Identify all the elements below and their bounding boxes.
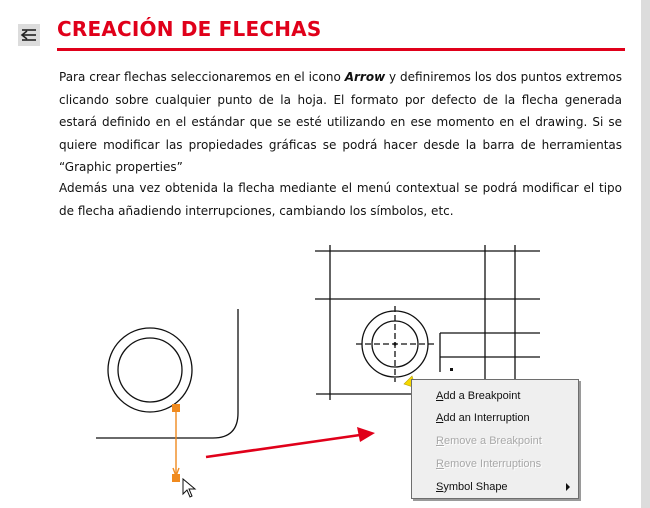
menu-item-remove-interruptions-label: emove Interruptions [443,458,542,470]
selected-point-marker [450,368,453,371]
arrow-end-handle [172,474,180,482]
page-edge [641,0,650,508]
submenu-arrow-icon [566,483,570,491]
menu-item-add-interruption-label: dd an Interruption [443,412,530,424]
orange-arrow [173,408,179,476]
arrow-command-name: Arrow [344,70,386,84]
menu-item-symbol-shape-mnemonic: S [436,481,444,493]
menu-item-remove-interruptions[interactable] [436,455,541,473]
paragraph-1-start: Para crear flechas seleccionaremos en el icono [59,70,345,84]
paragraph-1-end: y definiremos los dos puntos extremos clicando sobre cualquier punto de la hoja. El formato por defecto de la flecha generada estará definido en el estándar que se esté utilizando en ese momento en el drawing. Si se quiere modificar las propiedades gráficas se podrá hacer desde la barra de herramientas “Graphic properties” [59,70,623,174]
mouse-cursor-icon [183,479,195,497]
menu-item-add-breakpoint[interactable] [436,387,520,405]
page-title: CREACIÓN DE FLECHAS [57,17,322,41]
context-menu [411,379,579,499]
menu-item-remove-interruptions-mnemonic: R [436,458,444,470]
menu-item-symbol-shape[interactable] [436,478,508,496]
menu-item-remove-breakpoint-mnemonic: R [436,435,444,447]
menu-item-remove-breakpoint-label: emove a Breakpoint [443,435,542,447]
menu-item-symbol-shape-label: ymbol Shape [443,481,508,493]
right-drawing [315,245,540,400]
menu-item-add-breakpoint-label: dd a Breakpoint [443,390,521,402]
center-point [393,342,396,345]
left-drawing [96,309,238,438]
arrow-start-handle [172,404,180,412]
menu-item-add-interruption[interactable] [436,409,530,427]
menu-item-add-interruption-mnemonic: A [436,412,444,424]
menu-item-add-breakpoint-mnemonic: A [436,390,444,402]
paragraph-2: Además una vez obtenida la flecha mediante el menú contextual se podrá modificar el tipo de flecha añadiendo interrupciones, cambiando los símbolos, etc. [59,181,622,218]
menu-item-remove-breakpoint[interactable] [436,432,542,450]
